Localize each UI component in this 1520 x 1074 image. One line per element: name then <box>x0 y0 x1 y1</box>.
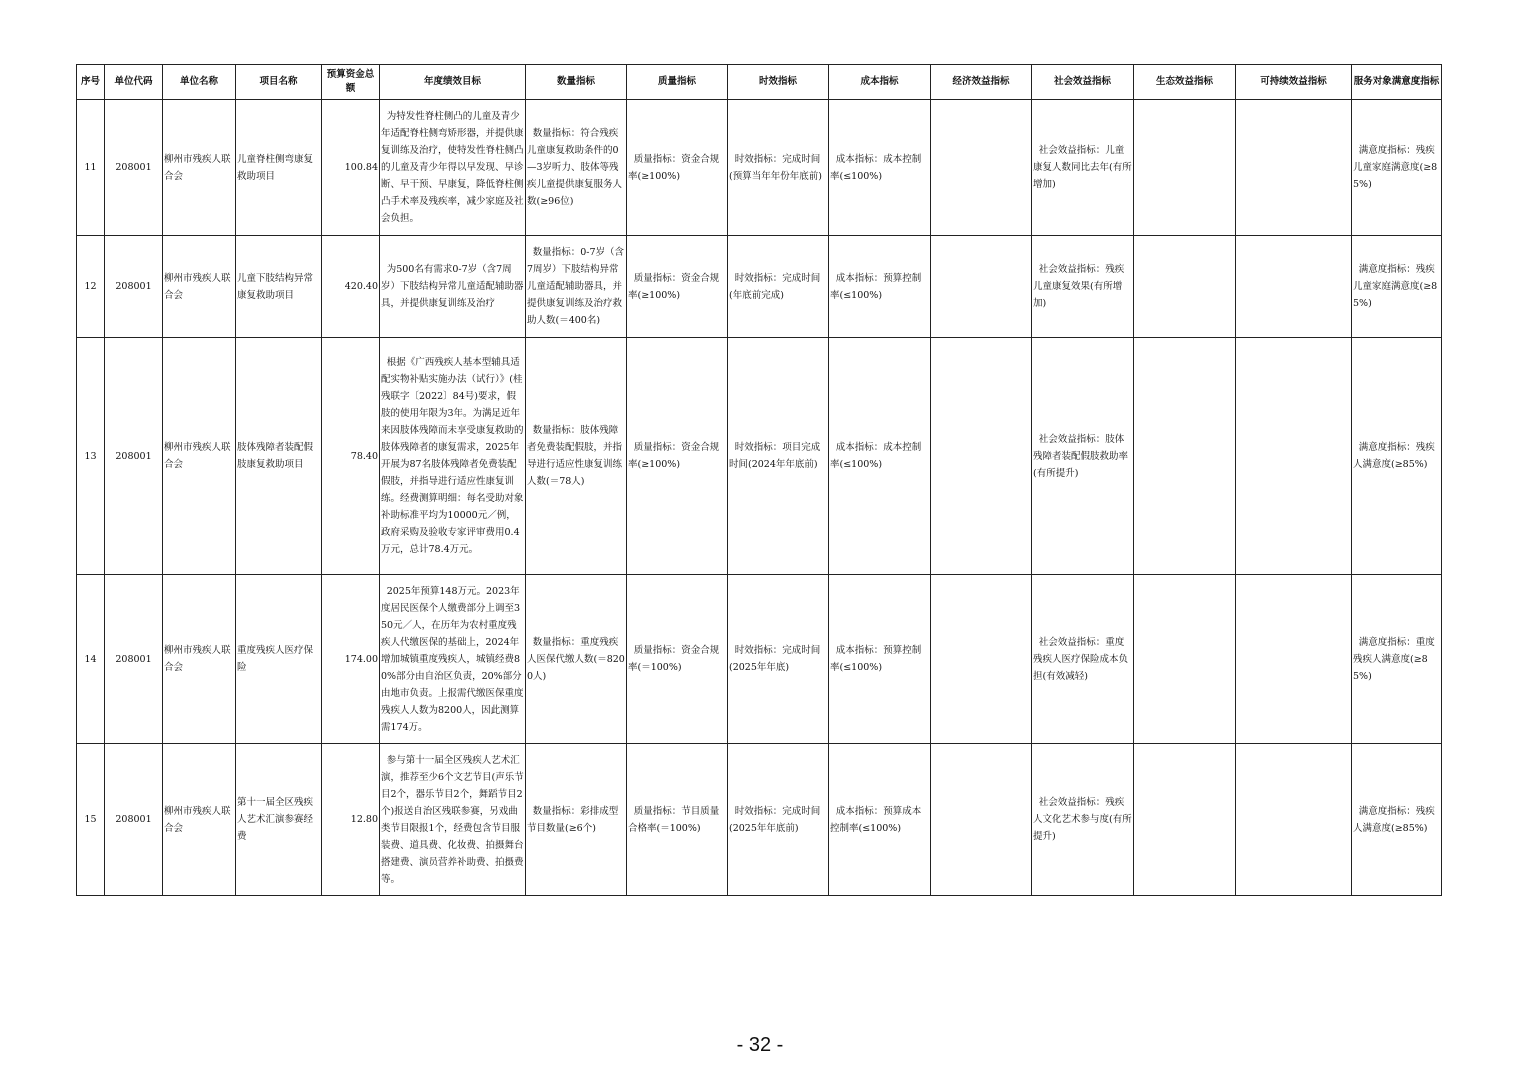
cell-ecological <box>1134 744 1236 896</box>
col-header-no: 序号 <box>77 65 105 100</box>
cell-code: 208001 <box>105 575 163 744</box>
cell-budget: 174.00 <box>322 575 380 744</box>
cell-no: 13 <box>77 338 105 575</box>
cell-budget: 78.40 <box>322 338 380 575</box>
col-header-quantity: 数量指标 <box>526 65 627 100</box>
cell-no: 12 <box>77 236 105 338</box>
cell-quantity: 数量指标：符合残疾儿童康复救助条件的0—3岁听力、肢体等残疾儿童提供康复服务人数(≥96位) <box>526 100 627 236</box>
col-header-economic: 经济效益指标 <box>931 65 1032 100</box>
cell-no: 15 <box>77 744 105 896</box>
cell-social: 社会效益指标：重度残疾人医疗保险成本负担(有效减轻) <box>1032 575 1134 744</box>
col-header-code: 单位代码 <box>105 65 163 100</box>
col-header-sustainable: 可持续效益指标 <box>1236 65 1352 100</box>
cell-quality: 质量指标：资金合规率(≥100%) <box>627 236 728 338</box>
cell-cost: 成本指标：预算控制率(≤100%) <box>829 236 931 338</box>
cell-unit: 柳州市残疾人联合会 <box>163 100 236 236</box>
cell-cost: 成本指标：预算控制率(≤100%) <box>829 575 931 744</box>
cell-code: 208001 <box>105 338 163 575</box>
col-header-unit: 单位名称 <box>163 65 236 100</box>
cell-satisfaction: 满意度指标：残疾儿童家庭满意度(≥85%) <box>1352 100 1442 236</box>
col-header-project: 项目名称 <box>236 65 322 100</box>
col-header-satisfaction: 服务对象满意度指标 <box>1352 65 1442 100</box>
page-number: - 32 - <box>736 1034 784 1056</box>
cell-timeliness: 时效指标：项目完成时间(2024年年底前) <box>728 338 829 575</box>
col-header-timeliness: 时效指标 <box>728 65 829 100</box>
cell-quality: 质量指标：资金合规率(≥100%) <box>627 100 728 236</box>
cell-satisfaction: 满意度指标：重度残疾人满意度(≥85%) <box>1352 575 1442 744</box>
cell-economic <box>931 100 1032 236</box>
cell-sustainable <box>1236 100 1352 236</box>
cell-project: 儿童下肢结构异常康复救助项目 <box>236 236 322 338</box>
cell-cost: 成本指标：预算成本控制率(≤100%) <box>829 744 931 896</box>
cell-satisfaction: 满意度指标：残疾儿童家庭满意度(≥85%) <box>1352 236 1442 338</box>
cell-no: 11 <box>77 100 105 236</box>
cell-unit: 柳州市残疾人联合会 <box>163 338 236 575</box>
cell-sustainable <box>1236 338 1352 575</box>
col-header-cost: 成本指标 <box>829 65 931 100</box>
cell-social: 社会效益指标：儿童康复人数同比去年(有所增加) <box>1032 100 1134 236</box>
cell-budget: 420.40 <box>322 236 380 338</box>
cell-code: 208001 <box>105 236 163 338</box>
cell-sustainable <box>1236 236 1352 338</box>
cell-project: 肢体残障者装配假肢康复救助项目 <box>236 338 322 575</box>
cell-cost: 成本指标：成本控制率(≤100%) <box>829 338 931 575</box>
cell-timeliness: 时效指标：完成时间(2025年年底前) <box>728 744 829 896</box>
cell-project: 重度残疾人医疗保险 <box>236 575 322 744</box>
cell-goal: 参与第十一届全区残疾人艺术汇演，推荐至少6个文艺节目(声乐节目2个，器乐节目2个，舞蹈节目2个)报送自治区残联参赛，另戏曲类节目限报1个，经费包含节目服装费、道具费、化妆费、拍摄舞台搭建费、演员营养补助费、拍摄费等。 <box>380 744 526 896</box>
cell-quality: 质量指标：资金合规率(≥100%) <box>627 338 728 575</box>
col-header-goal: 年度绩效目标 <box>380 65 526 100</box>
col-header-budget: 预算资金总额 <box>322 65 380 100</box>
cell-code: 208001 <box>105 744 163 896</box>
cell-timeliness: 时效指标：完成时间(年底前完成) <box>728 236 829 338</box>
col-header-quality: 质量指标 <box>627 65 728 100</box>
cell-project: 第十一届全区残疾人艺术汇演参赛经费 <box>236 744 322 896</box>
performance-table <box>76 64 1442 896</box>
cell-quality: 质量指标：资金合规率(＝100%) <box>627 575 728 744</box>
table-row <box>77 236 1442 338</box>
cell-sustainable <box>1236 744 1352 896</box>
cell-unit: 柳州市残疾人联合会 <box>163 236 236 338</box>
cell-budget: 12.80 <box>322 744 380 896</box>
table-row <box>77 100 1442 236</box>
cell-no: 14 <box>77 575 105 744</box>
table-row <box>77 575 1442 744</box>
table-row <box>77 338 1442 575</box>
cell-economic <box>931 575 1032 744</box>
cell-social: 社会效益指标：肢体残障者装配假肢救助率(有所提升) <box>1032 338 1134 575</box>
col-header-social: 社会效益指标 <box>1032 65 1134 100</box>
cell-project: 儿童脊柱侧弯康复救助项目 <box>236 100 322 236</box>
cell-ecological <box>1134 338 1236 575</box>
cell-sustainable <box>1236 575 1352 744</box>
cell-satisfaction: 满意度指标：残疾人满意度(≥85%) <box>1352 338 1442 575</box>
cell-timeliness: 时效指标：完成时间(预算当年年份年底前) <box>728 100 829 236</box>
cell-goal: 2025年预算148万元。2023年度居民医保个人缴费部分上调至350元／人，在历年为农村重度残疾人代缴医保的基础上，2024年增加城镇重度残疾人，城镇经费80%部分由自治区负责，20%部分由地市负责。上报需代缴医保重度残疾人人数为8200人，因此测算需174万。 <box>380 575 526 744</box>
cell-satisfaction: 满意度指标：残疾人满意度(≥85%) <box>1352 744 1442 896</box>
table-row <box>77 744 1442 896</box>
cell-ecological <box>1134 100 1236 236</box>
cell-cost: 成本指标：成本控制率(≤100%) <box>829 100 931 236</box>
cell-quantity: 数量指标：肢体残障者免费装配假肢，并指导进行适应性康复训练人数(＝78人) <box>526 338 627 575</box>
header-row <box>77 65 1442 100</box>
cell-ecological <box>1134 236 1236 338</box>
col-header-ecological: 生态效益指标 <box>1134 65 1236 100</box>
cell-quality: 质量指标：节目质量合格率(＝100%) <box>627 744 728 896</box>
cell-timeliness: 时效指标：完成时间(2025年年底) <box>728 575 829 744</box>
cell-budget: 100.84 <box>322 100 380 236</box>
cell-social: 社会效益指标：残疾人文化艺术参与度(有所提升) <box>1032 744 1134 896</box>
cell-social: 社会效益指标：残疾儿童康复效果(有所增加) <box>1032 236 1134 338</box>
cell-economic <box>931 744 1032 896</box>
cell-economic <box>931 236 1032 338</box>
cell-quantity: 数量指标：彩排成型节目数量(≥6个) <box>526 744 627 896</box>
cell-ecological <box>1134 575 1236 744</box>
cell-quantity: 数量指标：重度残疾人医保代缴人数(＝8200人) <box>526 575 627 744</box>
cell-quantity: 数量指标：0-7岁（含7周岁）下肢结构异常儿童适配辅助器具，并提供康复训练及治疗救助人数(＝400名) <box>526 236 627 338</box>
cell-economic <box>931 338 1032 575</box>
cell-code: 208001 <box>105 100 163 236</box>
cell-unit: 柳州市残疾人联合会 <box>163 744 236 896</box>
cell-goal: 根据《广西残疾人基本型辅具适配实物补贴实施办法（试行）》(桂残联字〔2022〕84号)要求，假肢的使用年限为3年。为满足近年来因肢体残障而未享受康复救助的肢体残障者的康复需求，2025年开展为87名肢体残障者免费装配假肢，并指导进行适应性康复训练。经费测算明细：每名受助对象补助标准平均为10000元／例，政府采购及验收专家评审费用0.4万元，总计78.4万元。 <box>380 338 526 575</box>
cell-goal: 为500名有需求0-7岁（含7周岁）下肢结构异常儿童适配辅助器具，并提供康复训练及治疗 <box>380 236 526 338</box>
cell-goal: 为特发性脊柱侧凸的儿童及青少年适配脊柱侧弯矫形器，并提供康复训练及治疗，使特发性脊柱侧凸的儿童及青少年得以早发现、早诊断、早干预、早康复，降低脊柱侧凸手术率及残疾率，减少家庭及社会负担。 <box>380 100 526 236</box>
cell-unit: 柳州市残疾人联合会 <box>163 575 236 744</box>
